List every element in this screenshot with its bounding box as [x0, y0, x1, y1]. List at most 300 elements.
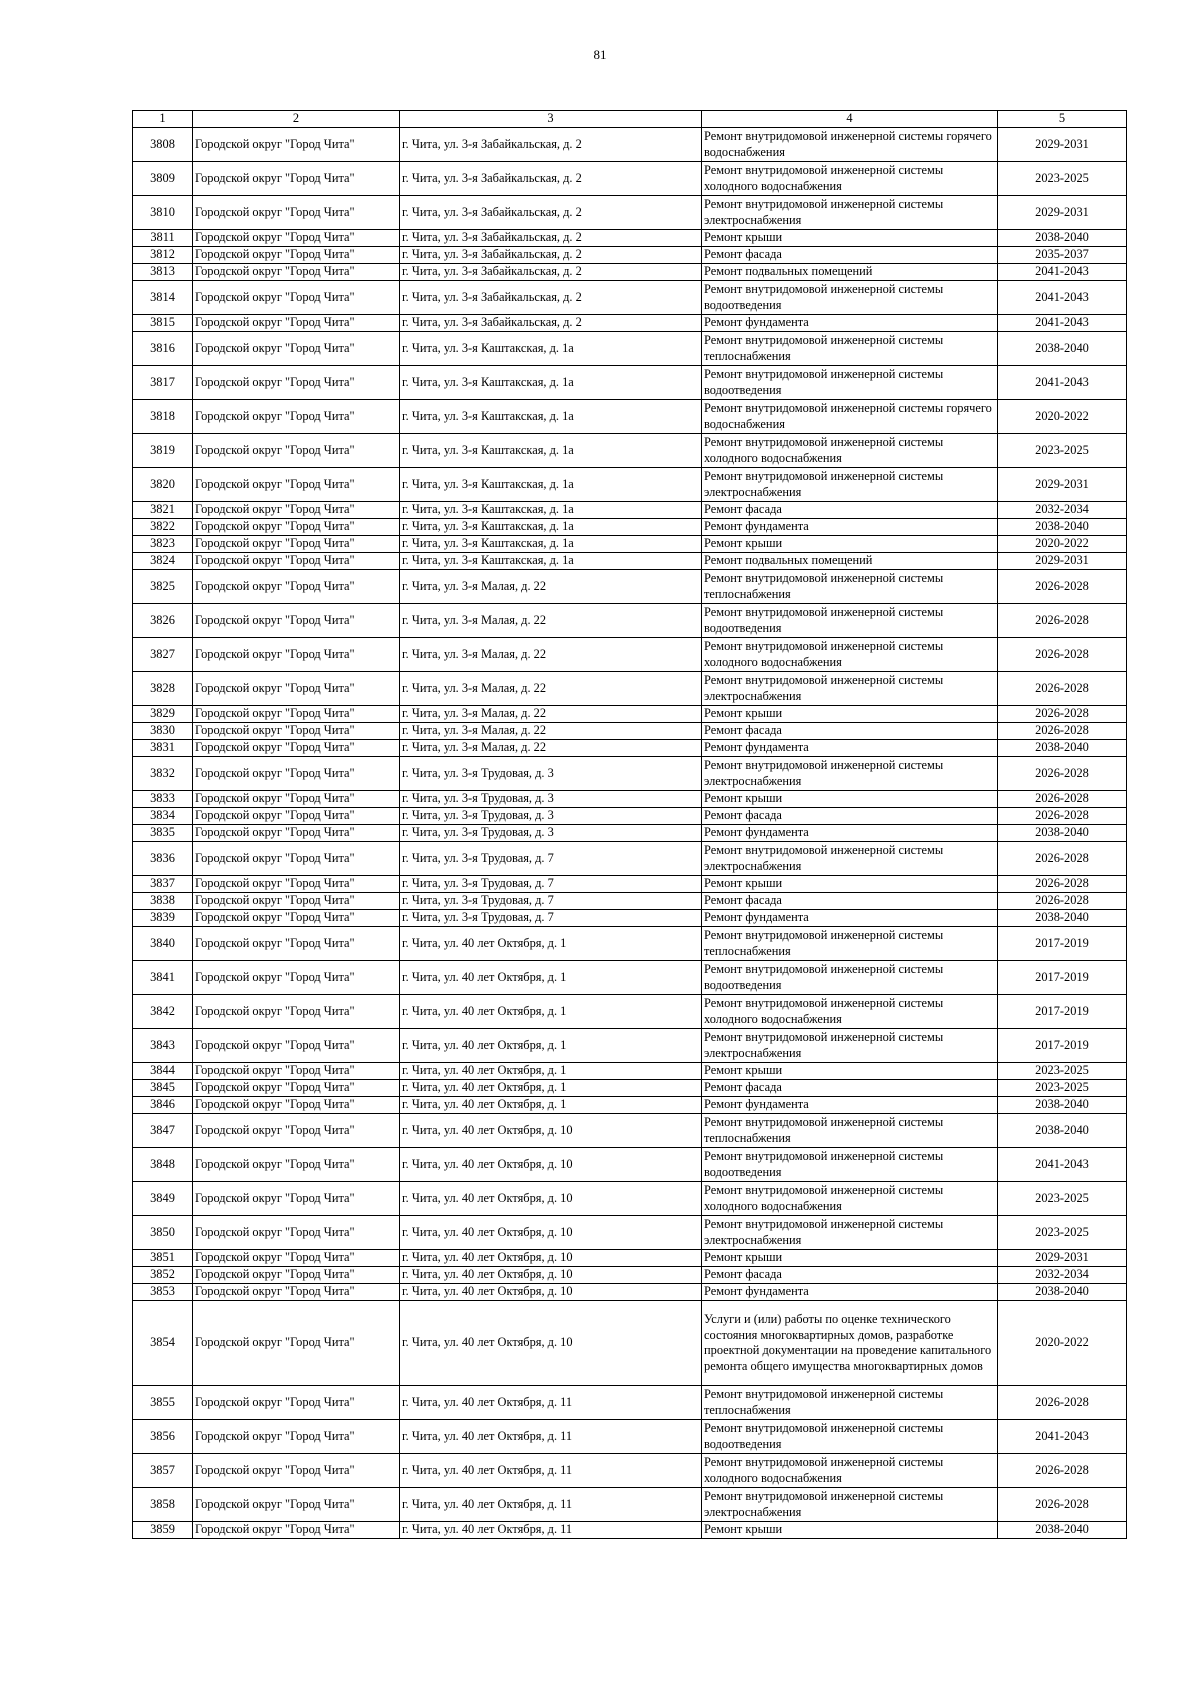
municipality-cell: Городской округ "Город Чита": [193, 842, 400, 876]
municipality-cell: Городской округ "Город Чита": [193, 1250, 400, 1267]
table-row: [133, 842, 1127, 876]
address-cell: г. Чита, ул. 3-я Малая, д. 22: [400, 570, 702, 604]
period-cell: 2029-2031: [998, 1250, 1127, 1267]
municipality-cell: Городской округ "Город Чита": [193, 162, 400, 196]
page-number: 81: [593, 47, 607, 62]
work-type-cell: Ремонт фундамента: [702, 315, 998, 332]
work-type-cell: Ремонт крыши: [702, 791, 998, 808]
work-type-cell: Ремонт внутридомовой инженерной системы теплоснабжения: [702, 1114, 998, 1148]
address-cell: г. Чита, ул. 3-я Каштакская, д. 1а: [400, 502, 702, 519]
header-cell-5: 5: [998, 111, 1127, 128]
row-number-cell: 3823: [133, 536, 193, 553]
municipality-cell: Городской округ "Город Чита": [193, 519, 400, 536]
row-number-cell: 3825: [133, 570, 193, 604]
row-number-cell: 3814: [133, 281, 193, 315]
work-type-cell: Ремонт внутридомовой инженерной системы электроснабжения: [702, 468, 998, 502]
row-number-cell: 3820: [133, 468, 193, 502]
municipality-cell: Городской округ "Город Чита": [193, 757, 400, 791]
municipality-cell: Городской округ "Город Чита": [193, 672, 400, 706]
address-cell: г. Чита, ул. 3-я Забайкальская, д. 2: [400, 264, 702, 281]
work-type-cell: Ремонт фундамента: [702, 1097, 998, 1114]
table-row: [133, 1148, 1127, 1182]
period-cell: 2041-2043: [998, 264, 1127, 281]
municipality-cell: Городской округ "Город Чита": [193, 1454, 400, 1488]
header-cell-4: 4: [702, 111, 998, 128]
municipality-cell: Городской округ "Город Чита": [193, 468, 400, 502]
municipality-cell: Городской округ "Город Чита": [193, 740, 400, 757]
table-body: [133, 128, 1127, 1539]
municipality-cell: Городской округ "Город Чита": [193, 1420, 400, 1454]
table-row: [133, 162, 1127, 196]
municipality-cell: Городской округ "Город Чита": [193, 1114, 400, 1148]
row-number-cell: 3816: [133, 332, 193, 366]
work-type-cell: Услуги и (или) работы по оценке технического состояния многоквартирных домов, разработке проектной документации на проведение капитального ремонта общего имущества многоквартирных домов: [702, 1301, 998, 1386]
period-cell: 2032-2034: [998, 502, 1127, 519]
address-cell: г. Чита, ул. 40 лет Октября, д. 1: [400, 1080, 702, 1097]
table-row: [133, 723, 1127, 740]
period-cell: 2026-2028: [998, 706, 1127, 723]
municipality-cell: Городской округ "Город Чита": [193, 281, 400, 315]
work-type-cell: Ремонт крыши: [702, 1522, 998, 1539]
row-number-cell: 3844: [133, 1063, 193, 1080]
address-cell: г. Чита, ул. 40 лет Октября, д. 1: [400, 1097, 702, 1114]
row-number-cell: 3846: [133, 1097, 193, 1114]
table-row: [133, 604, 1127, 638]
municipality-cell: Городской округ "Город Чита": [193, 1148, 400, 1182]
address-cell: г. Чита, ул. 3-я Забайкальская, д. 2: [400, 128, 702, 162]
period-cell: 2029-2031: [998, 128, 1127, 162]
municipality-cell: Городской округ "Город Чита": [193, 927, 400, 961]
table-row: [133, 264, 1127, 281]
row-number-cell: 3853: [133, 1284, 193, 1301]
row-number-cell: 3808: [133, 128, 193, 162]
address-cell: г. Чита, ул. 40 лет Октября, д. 1: [400, 961, 702, 995]
address-cell: г. Чита, ул. 3-я Трудовая, д. 3: [400, 791, 702, 808]
row-number-cell: 3821: [133, 502, 193, 519]
row-number-cell: 3829: [133, 706, 193, 723]
work-type-cell: Ремонт внутридомовой инженерной системы электроснабжения: [702, 842, 998, 876]
address-cell: г. Чита, ул. 40 лет Октября, д. 1: [400, 1029, 702, 1063]
table-row: [133, 757, 1127, 791]
table-row: [133, 434, 1127, 468]
table-row: [133, 400, 1127, 434]
table-row: [133, 536, 1127, 553]
row-number-cell: 3856: [133, 1420, 193, 1454]
address-cell: г. Чита, ул. 3-я Каштакская, д. 1а: [400, 434, 702, 468]
municipality-cell: Городской округ "Город Чита": [193, 536, 400, 553]
municipality-cell: Городской округ "Город Чита": [193, 1284, 400, 1301]
work-type-cell: Ремонт фундамента: [702, 825, 998, 842]
table-row: [133, 230, 1127, 247]
table-row: [133, 366, 1127, 400]
period-cell: 2038-2040: [998, 519, 1127, 536]
address-cell: г. Чита, ул. 40 лет Октября, д. 10: [400, 1267, 702, 1284]
municipality-cell: Городской округ "Город Чита": [193, 1301, 400, 1386]
address-cell: г. Чита, ул. 3-я Трудовая, д. 7: [400, 842, 702, 876]
address-cell: г. Чита, ул. 3-я Каштакская, д. 1а: [400, 553, 702, 570]
row-number-cell: 3832: [133, 757, 193, 791]
municipality-cell: Городской округ "Город Чита": [193, 1029, 400, 1063]
row-number-cell: 3830: [133, 723, 193, 740]
period-cell: 2023-2025: [998, 434, 1127, 468]
period-cell: 2017-2019: [998, 995, 1127, 1029]
table-row: [133, 281, 1127, 315]
address-cell: г. Чита, ул. 3-я Забайкальская, д. 2: [400, 315, 702, 332]
address-cell: г. Чита, ул. 40 лет Октября, д. 1: [400, 1063, 702, 1080]
work-type-cell: Ремонт фундамента: [702, 519, 998, 536]
row-number-cell: 3827: [133, 638, 193, 672]
period-cell: 2038-2040: [998, 825, 1127, 842]
header-cell-3: 3: [400, 111, 702, 128]
row-number-cell: 3810: [133, 196, 193, 230]
row-number-cell: 3822: [133, 519, 193, 536]
table-row: [133, 893, 1127, 910]
work-type-cell: Ремонт внутридомовой инженерной системы электроснабжения: [702, 757, 998, 791]
row-number-cell: 3843: [133, 1029, 193, 1063]
table-row: [133, 638, 1127, 672]
row-number-cell: 3852: [133, 1267, 193, 1284]
table-row: [133, 1267, 1127, 1284]
municipality-cell: Городской округ "Город Чита": [193, 553, 400, 570]
address-cell: г. Чита, ул. 3-я Каштакская, д. 1а: [400, 519, 702, 536]
work-type-cell: Ремонт внутридомовой инженерной системы холодного водоснабжения: [702, 162, 998, 196]
work-type-cell: Ремонт внутридомовой инженерной системы теплоснабжения: [702, 332, 998, 366]
address-cell: г. Чита, ул. 3-я Забайкальская, д. 2: [400, 162, 702, 196]
municipality-cell: Городской округ "Город Чита": [193, 1488, 400, 1522]
row-number-cell: 3847: [133, 1114, 193, 1148]
row-number-cell: 3838: [133, 893, 193, 910]
table-row: [133, 1522, 1127, 1539]
work-type-cell: Ремонт крыши: [702, 876, 998, 893]
municipality-cell: Городской округ "Город Чита": [193, 128, 400, 162]
row-number-cell: 3817: [133, 366, 193, 400]
period-cell: 2041-2043: [998, 1148, 1127, 1182]
row-number-cell: 3812: [133, 247, 193, 264]
work-type-cell: Ремонт внутридомовой инженерной системы водоотведения: [702, 604, 998, 638]
row-number-cell: 3850: [133, 1216, 193, 1250]
municipality-cell: Городской округ "Город Чита": [193, 247, 400, 264]
row-number-cell: 3859: [133, 1522, 193, 1539]
period-cell: 2038-2040: [998, 230, 1127, 247]
row-number-cell: 3811: [133, 230, 193, 247]
period-cell: 2038-2040: [998, 910, 1127, 927]
municipality-cell: Городской округ "Город Чита": [193, 366, 400, 400]
row-number-cell: 3834: [133, 808, 193, 825]
address-cell: г. Чита, ул. 40 лет Октября, д. 11: [400, 1386, 702, 1420]
row-number-cell: 3849: [133, 1182, 193, 1216]
address-cell: г. Чита, ул. 3-я Малая, д. 22: [400, 723, 702, 740]
municipality-cell: Городской округ "Город Чита": [193, 1267, 400, 1284]
municipality-cell: Городской округ "Город Чита": [193, 995, 400, 1029]
municipality-cell: Городской округ "Город Чита": [193, 1216, 400, 1250]
work-type-cell: Ремонт фасада: [702, 1267, 998, 1284]
address-cell: г. Чита, ул. 40 лет Октября, д. 11: [400, 1454, 702, 1488]
address-cell: г. Чита, ул. 3-я Забайкальская, д. 2: [400, 247, 702, 264]
period-cell: 2026-2028: [998, 1454, 1127, 1488]
address-cell: г. Чита, ул. 3-я Каштакская, д. 1а: [400, 366, 702, 400]
municipality-cell: Городской округ "Город Чита": [193, 400, 400, 434]
municipality-cell: Городской округ "Город Чита": [193, 893, 400, 910]
address-cell: г. Чита, ул. 3-я Каштакская, д. 1а: [400, 536, 702, 553]
address-cell: г. Чита, ул. 40 лет Октября, д. 10: [400, 1148, 702, 1182]
work-type-cell: Ремонт фасада: [702, 247, 998, 264]
work-type-cell: Ремонт внутридомовой инженерной системы водоотведения: [702, 961, 998, 995]
period-cell: 2017-2019: [998, 927, 1127, 961]
work-type-cell: Ремонт подвальных помещений: [702, 553, 998, 570]
row-number-cell: 3836: [133, 842, 193, 876]
period-cell: 2035-2037: [998, 247, 1127, 264]
period-cell: 2029-2031: [998, 553, 1127, 570]
municipality-cell: Городской округ "Город Чита": [193, 638, 400, 672]
row-number-cell: 3841: [133, 961, 193, 995]
address-cell: г. Чита, ул. 3-я Трудовая, д. 7: [400, 910, 702, 927]
period-cell: 2017-2019: [998, 1029, 1127, 1063]
work-type-cell: Ремонт внутридомовой инженерной системы холодного водоснабжения: [702, 638, 998, 672]
work-type-cell: Ремонт фасада: [702, 1080, 998, 1097]
row-number-cell: 3819: [133, 434, 193, 468]
address-cell: г. Чита, ул. 40 лет Октября, д. 10: [400, 1250, 702, 1267]
work-type-cell: Ремонт фундамента: [702, 740, 998, 757]
table-row: [133, 570, 1127, 604]
period-cell: 2026-2028: [998, 757, 1127, 791]
table-row: [133, 672, 1127, 706]
work-type-cell: Ремонт крыши: [702, 230, 998, 247]
period-cell: 2023-2025: [998, 1080, 1127, 1097]
row-number-cell: 3809: [133, 162, 193, 196]
address-cell: г. Чита, ул. 40 лет Октября, д. 1: [400, 995, 702, 1029]
address-cell: г. Чита, ул. 3-я Малая, д. 22: [400, 672, 702, 706]
period-cell: 2026-2028: [998, 808, 1127, 825]
period-cell: 2026-2028: [998, 570, 1127, 604]
table-row: [133, 1216, 1127, 1250]
work-type-cell: Ремонт фасада: [702, 808, 998, 825]
row-number-cell: 3818: [133, 400, 193, 434]
address-cell: г. Чита, ул. 3-я Каштакская, д. 1а: [400, 332, 702, 366]
work-type-cell: Ремонт внутридомовой инженерной системы электроснабжения: [702, 672, 998, 706]
address-cell: г. Чита, ул. 40 лет Октября, д. 11: [400, 1488, 702, 1522]
period-cell: 2023-2025: [998, 1216, 1127, 1250]
work-type-cell: Ремонт фасада: [702, 723, 998, 740]
municipality-cell: Городской округ "Город Чита": [193, 604, 400, 638]
row-number-cell: 3826: [133, 604, 193, 638]
period-cell: 2026-2028: [998, 1386, 1127, 1420]
period-cell: 2029-2031: [998, 468, 1127, 502]
address-cell: г. Чита, ул. 40 лет Октября, д. 10: [400, 1284, 702, 1301]
address-cell: г. Чита, ул. 40 лет Октября, д. 11: [400, 1420, 702, 1454]
municipality-cell: Городской округ "Город Чита": [193, 230, 400, 247]
address-cell: г. Чита, ул. 3-я Трудовая, д. 3: [400, 757, 702, 791]
address-cell: г. Чита, ул. 3-я Малая, д. 22: [400, 740, 702, 757]
period-cell: 2026-2028: [998, 1488, 1127, 1522]
address-cell: г. Чита, ул. 3-я Малая, д. 22: [400, 638, 702, 672]
table-row: [133, 825, 1127, 842]
municipality-cell: Городской округ "Город Чита": [193, 264, 400, 281]
address-cell: г. Чита, ул. 40 лет Октября, д. 10: [400, 1216, 702, 1250]
address-cell: г. Чита, ул. 3-я Каштакская, д. 1а: [400, 400, 702, 434]
municipality-cell: Городской округ "Город Чита": [193, 315, 400, 332]
work-type-cell: Ремонт внутридомовой инженерной системы электроснабжения: [702, 1216, 998, 1250]
address-cell: г. Чита, ул. 3-я Малая, д. 22: [400, 706, 702, 723]
municipality-cell: Городской округ "Город Чита": [193, 791, 400, 808]
work-type-cell: Ремонт крыши: [702, 536, 998, 553]
municipality-cell: Городской округ "Город Чита": [193, 825, 400, 842]
table-row: [133, 128, 1127, 162]
table-row: [133, 995, 1127, 1029]
period-cell: 2023-2025: [998, 1063, 1127, 1080]
table-row: [133, 502, 1127, 519]
table-row: [133, 1063, 1127, 1080]
row-number-cell: 3828: [133, 672, 193, 706]
work-type-cell: Ремонт подвальных помещений: [702, 264, 998, 281]
header-row: [133, 111, 1127, 128]
work-type-cell: Ремонт внутридомовой инженерной системы водоотведения: [702, 1148, 998, 1182]
municipality-cell: Городской округ "Город Чита": [193, 808, 400, 825]
period-cell: 2038-2040: [998, 332, 1127, 366]
table-row: [133, 1488, 1127, 1522]
table-row: [133, 706, 1127, 723]
table-row: [133, 468, 1127, 502]
table-row: [133, 1284, 1127, 1301]
row-number-cell: 3839: [133, 910, 193, 927]
work-type-cell: Ремонт крыши: [702, 706, 998, 723]
work-type-cell: Ремонт внутридомовой инженерной системы водоотведения: [702, 366, 998, 400]
period-cell: 2032-2034: [998, 1267, 1127, 1284]
period-cell: 2038-2040: [998, 1522, 1127, 1539]
table-row: [133, 1182, 1127, 1216]
table-row: [133, 1250, 1127, 1267]
capital-repair-table: [132, 110, 1127, 1539]
period-cell: 2017-2019: [998, 961, 1127, 995]
work-type-cell: Ремонт внутридомовой инженерной системы электроснабжения: [702, 1488, 998, 1522]
table-row: [133, 1080, 1127, 1097]
municipality-cell: Городской округ "Город Чита": [193, 570, 400, 604]
period-cell: 2038-2040: [998, 1097, 1127, 1114]
work-type-cell: Ремонт внутридомовой инженерной системы электроснабжения: [702, 1029, 998, 1063]
address-cell: г. Чита, ул. 3-я Трудовая, д. 7: [400, 893, 702, 910]
table-row: [133, 332, 1127, 366]
work-type-cell: Ремонт внутридомовой инженерной системы электроснабжения: [702, 196, 998, 230]
period-cell: 2020-2022: [998, 536, 1127, 553]
municipality-cell: Городской округ "Город Чита": [193, 961, 400, 995]
row-number-cell: 3845: [133, 1080, 193, 1097]
address-cell: г. Чита, ул. 3-я Забайкальская, д. 2: [400, 230, 702, 247]
table-row: [133, 927, 1127, 961]
municipality-cell: Городской округ "Город Чита": [193, 332, 400, 366]
address-cell: г. Чита, ул. 3-я Каштакская, д. 1а: [400, 468, 702, 502]
table-row: [133, 247, 1127, 264]
municipality-cell: Городской округ "Город Чита": [193, 1097, 400, 1114]
table-row: [133, 961, 1127, 995]
row-number-cell: 3855: [133, 1386, 193, 1420]
table-row: [133, 553, 1127, 570]
municipality-cell: Городской округ "Город Чита": [193, 1386, 400, 1420]
work-type-cell: Ремонт фундамента: [702, 1284, 998, 1301]
work-type-cell: Ремонт фасада: [702, 893, 998, 910]
address-cell: г. Чита, ул. 3-я Забайкальская, д. 2: [400, 196, 702, 230]
period-cell: 2041-2043: [998, 1420, 1127, 1454]
row-number-cell: 3842: [133, 995, 193, 1029]
work-type-cell: Ремонт внутридомовой инженерной системы водоотведения: [702, 1420, 998, 1454]
table-row: [133, 1301, 1127, 1386]
table-row: [133, 876, 1127, 893]
row-number-cell: 3840: [133, 927, 193, 961]
work-type-cell: Ремонт внутридомовой инженерной системы холодного водоснабжения: [702, 434, 998, 468]
period-cell: 2026-2028: [998, 876, 1127, 893]
period-cell: 2029-2031: [998, 196, 1127, 230]
row-number-cell: 3858: [133, 1488, 193, 1522]
address-cell: г. Чита, ул. 3-я Трудовая, д. 3: [400, 825, 702, 842]
municipality-cell: Городской округ "Город Чита": [193, 1522, 400, 1539]
table-row: [133, 791, 1127, 808]
work-type-cell: Ремонт внутридомовой инженерной системы теплоснабжения: [702, 927, 998, 961]
period-cell: 2041-2043: [998, 366, 1127, 400]
row-number-cell: 3824: [133, 553, 193, 570]
municipality-cell: Городской округ "Город Чита": [193, 434, 400, 468]
table-row: [133, 1454, 1127, 1488]
address-cell: г. Чита, ул. 3-я Забайкальская, д. 2: [400, 281, 702, 315]
period-cell: 2020-2022: [998, 400, 1127, 434]
municipality-cell: Городской округ "Город Чита": [193, 196, 400, 230]
municipality-cell: Городской округ "Город Чита": [193, 910, 400, 927]
table-row: [133, 740, 1127, 757]
table-row: [133, 196, 1127, 230]
period-cell: 2020-2022: [998, 1301, 1127, 1386]
period-cell: 2026-2028: [998, 672, 1127, 706]
table-row: [133, 1114, 1127, 1148]
address-cell: г. Чита, ул. 40 лет Октября, д. 10: [400, 1182, 702, 1216]
period-cell: 2023-2025: [998, 1182, 1127, 1216]
period-cell: 2038-2040: [998, 740, 1127, 757]
period-cell: 2023-2025: [998, 162, 1127, 196]
period-cell: 2026-2028: [998, 638, 1127, 672]
period-cell: 2041-2043: [998, 281, 1127, 315]
table-row: [133, 1420, 1127, 1454]
row-number-cell: 3848: [133, 1148, 193, 1182]
address-cell: г. Чита, ул. 40 лет Октября, д. 10: [400, 1301, 702, 1386]
work-type-cell: Ремонт внутридомовой инженерной системы горячего водоснабжения: [702, 400, 998, 434]
municipality-cell: Городской округ "Город Чита": [193, 706, 400, 723]
row-number-cell: 3857: [133, 1454, 193, 1488]
work-type-cell: Ремонт внутридомовой инженерной системы холодного водоснабжения: [702, 1182, 998, 1216]
period-cell: 2026-2028: [998, 604, 1127, 638]
row-number-cell: 3854: [133, 1301, 193, 1386]
work-type-cell: Ремонт фундамента: [702, 910, 998, 927]
period-cell: 2041-2043: [998, 315, 1127, 332]
row-number-cell: 3833: [133, 791, 193, 808]
municipality-cell: Городской округ "Город Чита": [193, 1182, 400, 1216]
row-number-cell: 3851: [133, 1250, 193, 1267]
table-row: [133, 1029, 1127, 1063]
header-cell-1: 1: [133, 111, 193, 128]
table-row: [133, 910, 1127, 927]
address-cell: г. Чита, ул. 3-я Трудовая, д. 7: [400, 876, 702, 893]
municipality-cell: Городской округ "Город Чита": [193, 1080, 400, 1097]
address-cell: г. Чита, ул. 40 лет Октября, д. 10: [400, 1114, 702, 1148]
period-cell: 2038-2040: [998, 1114, 1127, 1148]
period-cell: 2026-2028: [998, 842, 1127, 876]
municipality-cell: Городской округ "Город Чита": [193, 723, 400, 740]
row-number-cell: 3813: [133, 264, 193, 281]
address-cell: г. Чита, ул. 40 лет Октября, д. 11: [400, 1522, 702, 1539]
address-cell: г. Чита, ул. 40 лет Октября, д. 1: [400, 927, 702, 961]
address-cell: г. Чита, ул. 3-я Малая, д. 22: [400, 604, 702, 638]
period-cell: 2026-2028: [998, 791, 1127, 808]
municipality-cell: Городской округ "Город Чита": [193, 502, 400, 519]
row-number-cell: 3837: [133, 876, 193, 893]
table-row: [133, 519, 1127, 536]
municipality-cell: Городской округ "Город Чита": [193, 1063, 400, 1080]
period-cell: 2026-2028: [998, 893, 1127, 910]
